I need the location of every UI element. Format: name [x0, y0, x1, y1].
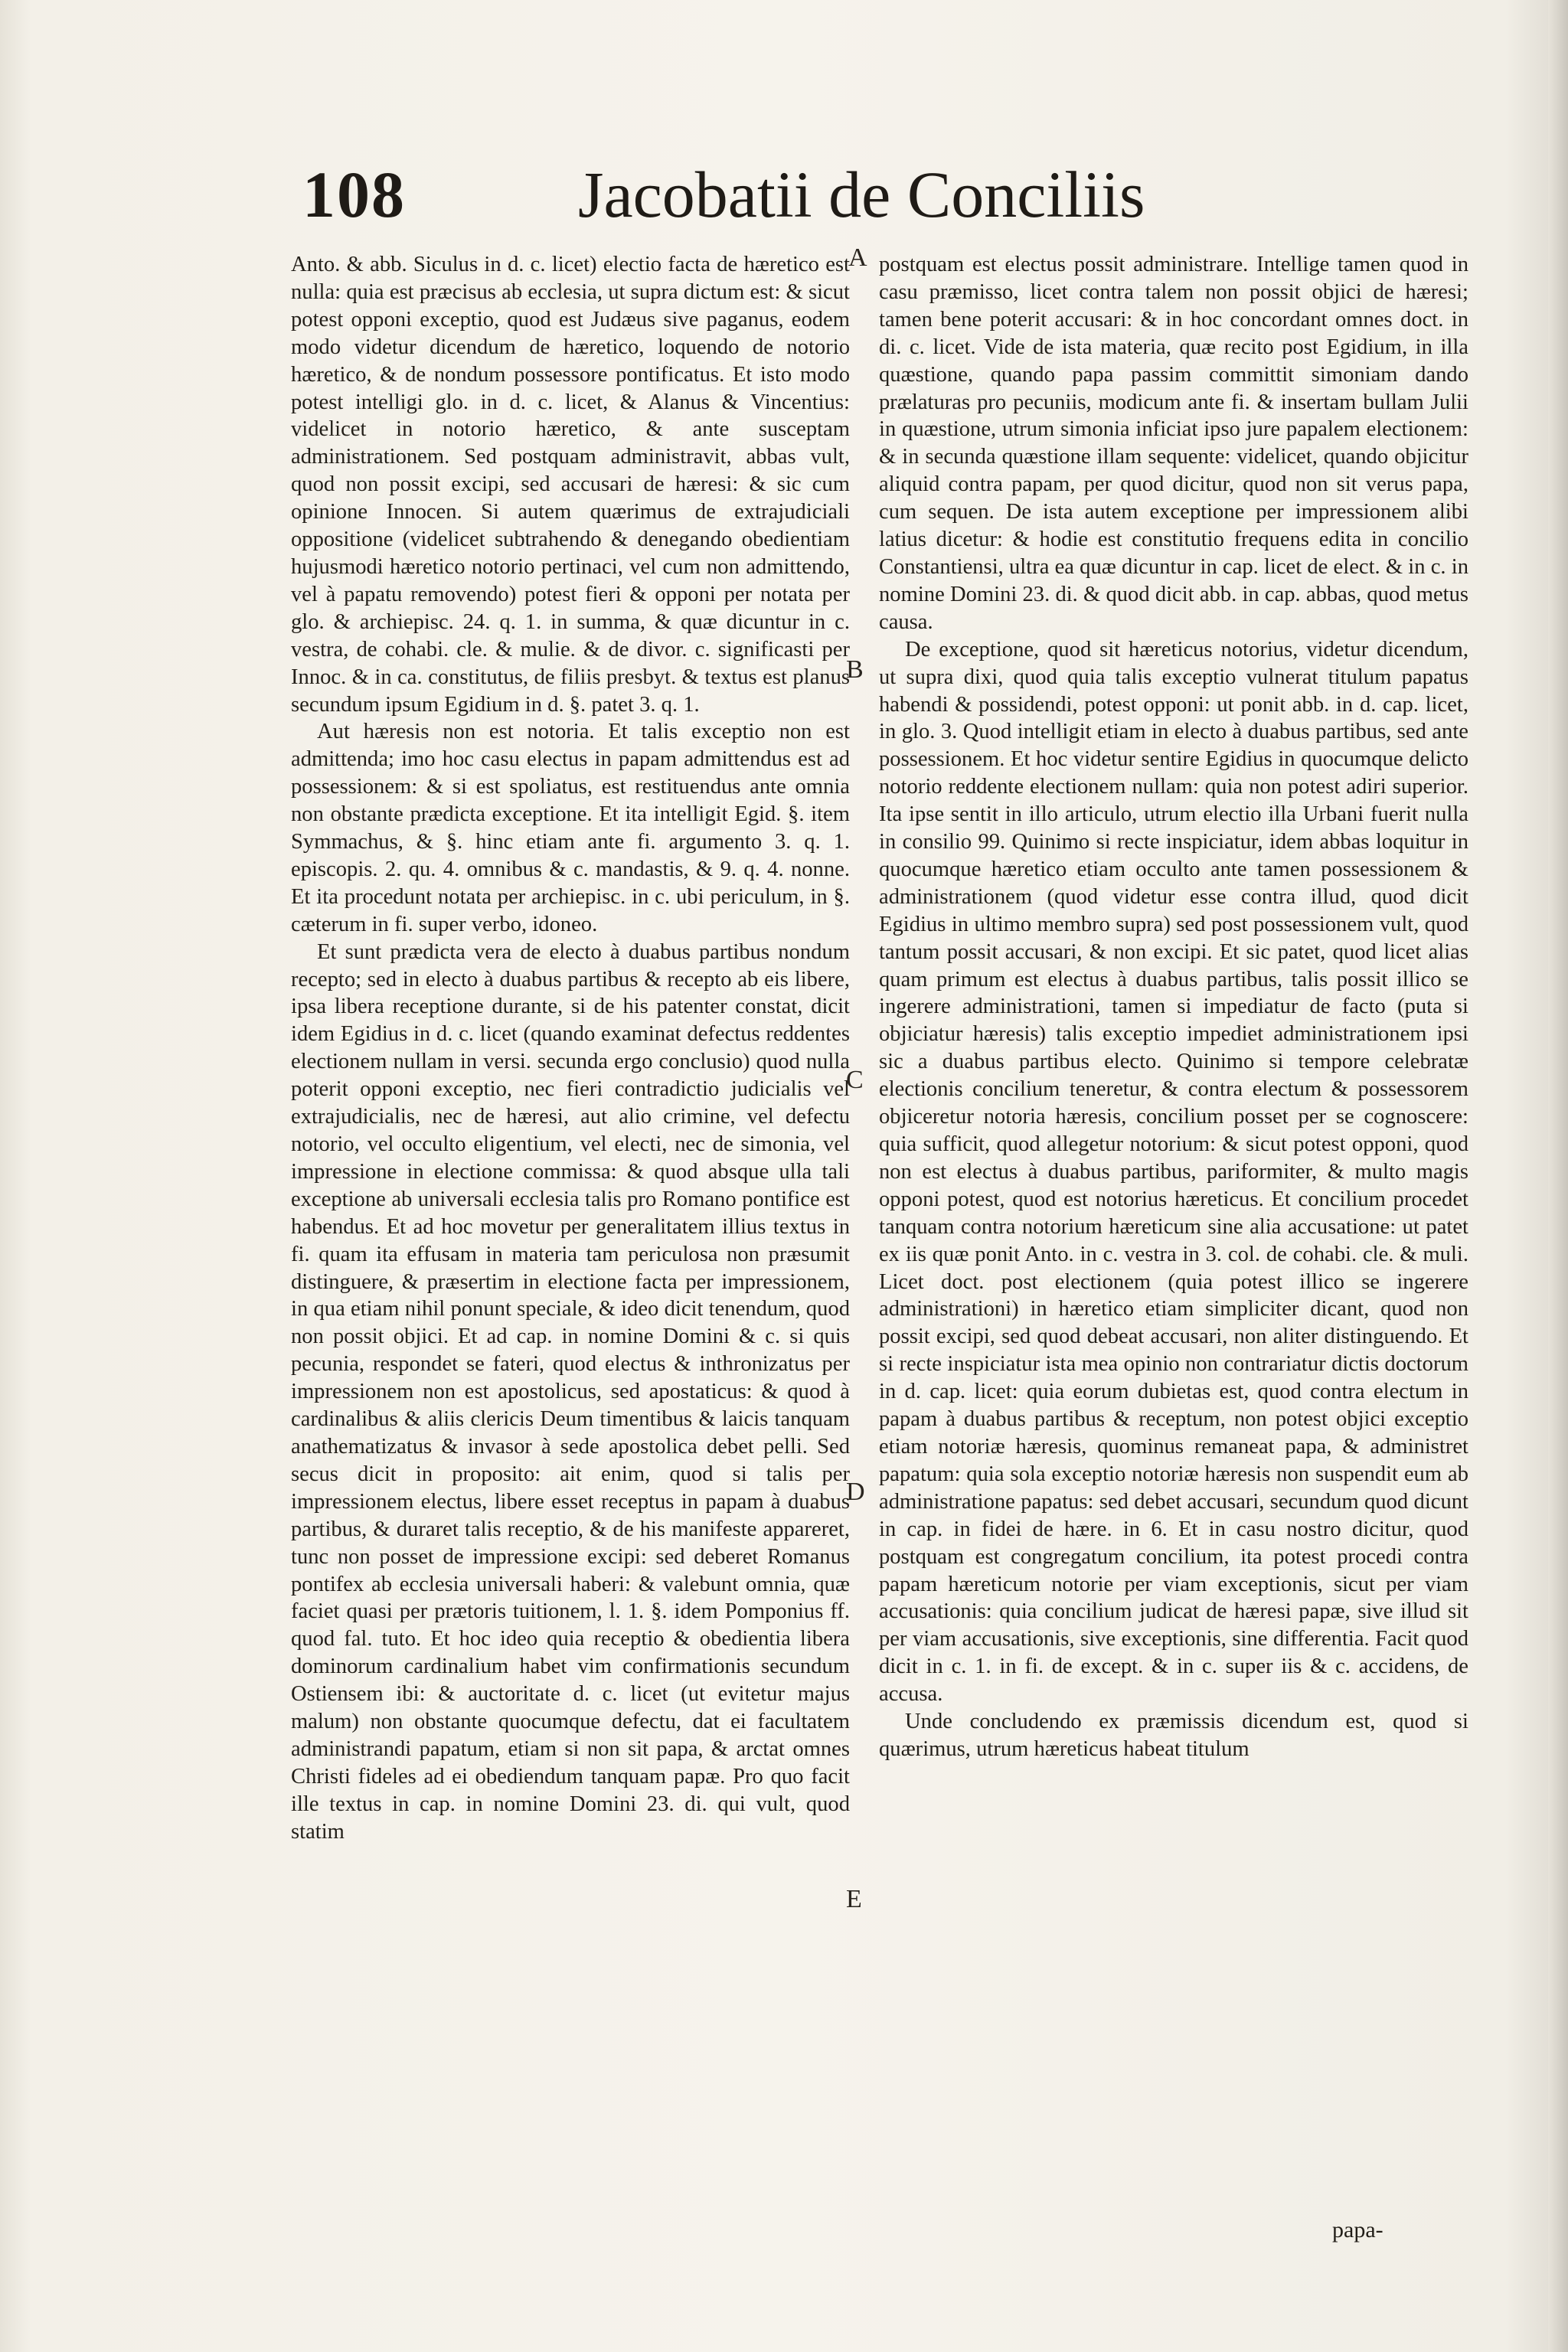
left-column — [291, 251, 850, 2211]
margin-letter-b: B — [846, 655, 864, 684]
paragraph: Et sunt prædicta vera de electo à duabus partibus nondum recepto; sed in electo à duabus partibus & recepto ab eis libere, ipsa libera receptione durante, si de his patenter constat, dicit idem Egidius in d. c. licet (quando examinat defectus reddentes electionem nullam in versi. secunda ergo conclusio) quod nulla poterit opponi exceptio, nec fieri contradictio judicialis vel extrajudicialis, nec de hæresi, aut alio crimine, vel defectu notorio, vel occulto eligentium, vel electi, nec de simonia, vel impressione in electione commissa: & quod absque ulla tali exceptione ab universali ecclesia talis pro Romano pontifice est habendus. Et ad hoc movetur per generalitatem illius textus in fi. quam ita effusam in materia tam periculosa non præsumit distinguere, & præsertim in electione facta per impressionem, in qua etiam nihil ponunt speciale, & ideo dicit tenendum, quod non possit objici. Et ad cap. in nomine Domini & c. si quis pecunia, respondet se fateri, quod electus & inthronizatus per impressionem non est apostolicus, sed apostaticus: & quod à cardinalibus & aliis clericis Deum timentibus & laicis tanquam anathematizatus & invasor à sede apostolica debet pelli. Sed secus dicit in proposito: ait enim, quod si talis per impressionem electus, libere esset receptus in papam à duabus partibus, & duraret talis receptio, & de his manifeste appareret, tunc non posset de impressione excipi: sed deberet Romanus pontifex ab ecclesia universali haberi: & valebunt omnia, quæ faciet quasi per prætoris tuitionem, l. 1. §. idem Pomponius ff. quod fal. tuto. Et hoc ideo quia receptio & obedientia libera dominorum cardinalium habet vim confirmationis secundum Ostiensem ibi: & auctoritate d. c. licet (ut evitetur majus malum) non obstante quocumque defectu, dat ei facultatem administrandi papatum, etiam si non sit papa, & arctat omnes Christi fideles ad ei obediendum tanquam papæ. Pro quo facit ille textus in cap. in nomine Domini 23. di. qui vult, quod statim — [291, 939, 850, 1844]
page-header — [302, 156, 1298, 240]
paragraph: De exceptione, quod sit hæreticus notorius, videtur dicendum, ut supra dixi, quod quia talis exceptio vulnerat titulum papatus habendi & possidendi, potest opponi: ut ponit abb. in d. cap. licet, in glo. 3. Quod intelligit etiam in electo à duabus partibus, sed ante possessionem. Et hoc videtur sentire Egidius in quocumque delicto notorio reddente electionem nullam: quia non potest adiri superior. Ita ipse sentit in illo articulo, utrum electio illa Urbani fuerit nulla in consilio 99. Quinimo si recte inspiciatur, idem abbas loquitur in quocumque hæretico etiam occulto ante tamen possessionem & administrationem (quod videtur esse contra illud, quod dicit Egidius in ultimo membro supra) sed post possessionem vult, quod tantum possit accusari, & non excipi. Et sic patet, quod licet alias quam primum est electus à duabus partibus, talis possit illico se ingerere administrationi, tamen si impediatur de facto (puta si objiciatur hæresis) talis exceptio impediet administrationem ipsi sic a duabus partibus electo. Quinimo si tempore celebratæ electionis concilium teneretur, & contra electum & possessorem objiceretur notoria hæresis, concilium posset per se cognoscere: quia sufficit, quod allegetur notorium: & sicut potest opponi, quod non est electus à duabus partibus, pariformiter, & multo magis opponi potest, quod est notorius hæreticus. Et concilium procedet tanquam contra notorium hæreticum sine alia accusatione: ut patet ex iis quæ ponit Anto. in c. vestra in 3. col. de cohabi. cle. & muli. Licet doct. post electionem (quia potest illico se ingerere administrationi) in hæretico etiam simpliciter dicant, quod non possit excipi, sed quod debeat accusari, non aliter distinguendo. Et si recte inspiciatur ista mea opinio non contrariatur dictis doctorum in d. cap. licet: quia eorum dubietas est, quod contra electum in papam à duabus partibus & receptum, non potest objici exceptio etiam notoriæ hæresis, quominus remaneat papa, & administret papatum: quia sola exceptio notoriæ hæresis non suspendit eum ab administratione papatus: sed debet accusari, secundum quod dicunt in cap. in fidei de hære. in 6. Et in casu nostro dicitur, quod postquam est congregatum concilium, ita potest procedi contra papam hæreticum notorie per viam exceptionis, sicut per viam accusationis: quia concilium judicat de hæresi papæ, sive illud sit per viam accusationis, sive exceptionis, sine differentia. Facit quod dicit in c. 1. in fi. de except. & in c. super iis & c. accidens, de accusa. — [879, 637, 1468, 1707]
paragraph: Anto. & abb. Siculus in d. c. licet) electio facta de hæretico est nulla: quia est præcisus ab ecclesia, ut supra dictum est: & sicut potest opponi exceptio, quod est Judæus sive paganus, eodem modo videtur dicendum de hæretico, loquendo de notorio hæretico, & de nondum possessore pontificatus. Et isto modo potest intelligi glo. in d. c. licet, & Alanus & Vincentius: videlicet in notorio hæretico, & ante susceptam administrationem. Sed postquam administravit, abbas vult, quod non possit excipi, sed accusari de hæresi: & sic cum opinione Innocen. Si autem quærimus de extrajudiciali oppositione (videlicet subtrahendo & denegando obedientiam hujusmodi hæretico notorio pertinaci, vel cum non admittendo, vel à papatu removendo) potest fieri & opponi per notata per glo. & archiepisc. 24. q. 1. in summa, & quæ dicuntur in c. vestra, de cohabi. cle. & mulie. & de divor. c. significasti per Innoc. & in ca. constitutus, de filiis presbyt. & textus est planus secundum ipsum Egidium in d. §. patet 3. q. 1. — [291, 253, 850, 717]
margin-letter-e: E — [846, 1885, 862, 1913]
facing-page-edge — [1548, 0, 1568, 2352]
margin-letter-a: A — [848, 243, 867, 272]
paragraph: Aut hæresis non est notoria. Et talis exceptio non est admittenda; imo hoc casu electus in papam admittendus est ad possessionem: & si est spoliatus, est restituendus ante omnia non obstante prædicta exceptione. Et ita intelligit Egid. §. item Symmachus, & §. hinc etiam ante fi. argumento 3. q. 1. episcopis. 2. qu. 4. omnibus & c. mandastis, & 9. q. 4. nonne. Et ita procedunt notata per archiepisc. in c. ubi periculum, in §. cæterum in fi. super verbo, idoneo. — [291, 720, 850, 936]
running-title: Jacobatii de Conciliis — [578, 158, 1145, 231]
margin-letter-d: D — [846, 1478, 865, 1506]
paragraph: postquam est electus possit administrare. Intellige tamen quod in casu præmisso, licet contra talem non possit objici de hæresi; tamen bene poterit accusari: & in hoc concordant omnes doct. in di. c. licet. Vide de ista materia, quæ recito post Egidium, in illa quæstione, quando papa passim committit simoniam dando prælaturas pro pecuniis, modicum ante fi. & insertam bullam Julii in quæstione, utrum simonia inficiat ipso jure papalem electionem: & in secunda quæstione illam sequente: videlicet, quando objicitur aliquid contra papam, per quod dicitur, quod non sit verus papa, cum sequen. De ista autem exceptione per impressionem alibi latius dicetur: & hodie est constitutio frequens edita in concilio Constantiensi, ultra ea quæ dicuntur in cap. licet de elect. & in c. in nomine Domini 23. di. & quod dicit abb. in cap. abbas, quod metus causa. — [879, 253, 1468, 634]
right-column — [879, 251, 1468, 2211]
margin-letter-c: C — [846, 1066, 864, 1094]
page-number: 108 — [302, 158, 406, 231]
paragraph: Unde concludendo ex præmissis dicendum est, quod si quærimus, utrum hæreticus habeat titulum — [879, 1710, 1468, 1761]
catchword: papa- — [1332, 2217, 1383, 2243]
